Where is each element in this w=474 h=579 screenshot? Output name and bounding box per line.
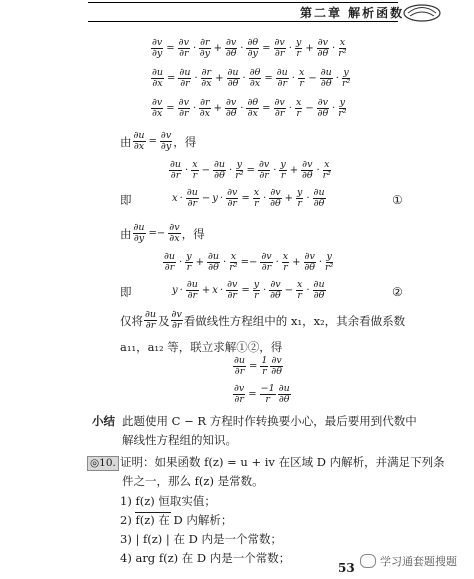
condition-item-1: 1) f(z) 恒取实值；	[120, 494, 216, 508]
watermark-text: 学习通套题搜题	[380, 555, 457, 568]
conjugate-overline	[135, 512, 171, 513]
eq-1: x · ∂u ∂r − y · $\frac{\partial v}{\partial r}$ = $\frac{x}{r}$ · ∂v ∂θ + $\frac{y}{r}$ · ∂u ∂θ	[172, 187, 325, 209]
summary-line-2: 解线性方程组的知识。	[122, 433, 237, 447]
result-dv-dr: $\frac{\partial v}{\partial r}$ = $\frac{-1}{r}$ ∂u ∂θ	[234, 383, 290, 405]
eq-substitution-1: ∂u ∂r · x r − $\frac{\partial u}{\partial\theta}$ · $\frac{y}{\text{r²}}$ = $\frac{\partial v}{\partial r}$ · y r + $\frac{\partial v}{\partial\theta}$ · x r²	[170, 159, 331, 181]
chapter-header: 第二章 解析函数	[300, 6, 405, 20]
cr-condition-1: 由 $\frac{\partial u}{\partial x}$ = $\frac{\partial v}{\partial y}$ ，得	[120, 130, 197, 152]
summary-label: 小结	[92, 414, 115, 428]
eq-substitution-2: ∂u ∂r · y r + $\frac{\partial u}{\partial\theta}$ · $\frac{x}{\text{r²}}$ =− $\frac{\partial v}{\partial r}$ · x r + $\frac{\partial v}{\partial\theta}$ · y r²	[164, 251, 334, 273]
watermark	[360, 553, 457, 569]
cr-condition-2: 由 $\frac{\partial u}{\partial y}$ =− $\frac{\partial v}{\partial x}$ ，得	[120, 222, 205, 244]
equation-marker-1: ①	[392, 193, 403, 207]
eq-du-dx: $\frac{\partial u}{\partial x}$ = $\frac{\partial u}{\partial r}$ · ∂r ∂x + $\frac{\partial u}{\partial\theta}$ · $\frac{\partial\theta}{\partial x}$ = $\frac{\partial u}{\partial r}$ · x r − $\frac{\partial u}{\partial\theta}$ · y r²	[152, 67, 351, 89]
result-du-dr: $\frac{\partial u}{\partial r}$ = $\frac{1}{r}$ ∂v ∂θ	[234, 355, 282, 377]
eq-2: y · ∂u ∂r + x · $\frac{\partial v}{\partial r}$ = $\frac{y}{r}$ · ∂v ∂θ − $\frac{x}{r}$ · ∂u ∂θ	[172, 279, 325, 301]
equation-marker-2: ②	[392, 285, 403, 299]
header-rule-top	[88, 2, 398, 3]
question-number-tag: ◎10.	[87, 455, 119, 471]
eq-dv-dx: $\frac{\partial v}{\partial x}$ = $\frac{\partial v}{\partial r}$ · ∂r ∂x + $\frac{\partial v}{\partial\theta}$ · $\frac{\partial\theta}{\partial x}$ = $\frac{\partial v}{\partial r}$ · x r − $\frac{\partial v}{\partial\theta}$ · y r²	[152, 97, 347, 119]
question-line-1: 证明：如果函数 f(z) = u + iv 在区域 D 内解析，并满足下列条	[120, 455, 445, 469]
page-number: 53	[338, 561, 355, 575]
header-rule-bottom	[88, 21, 398, 22]
condition-item-2: 2) f(z) 在 D 内解析；	[120, 513, 233, 527]
condition-item-3: 3) | f(z) | 在 D 内是一个常数；	[120, 532, 282, 546]
label-ji-2: 即	[120, 285, 132, 299]
label-ji-1: 即	[120, 193, 132, 207]
summary-line-1: 此题使用 C − R 方程时作转换要小心，最后要用到代数中	[122, 414, 417, 428]
condition-item-4: 4) arg f(z) 在 D 内是一个常数；	[120, 551, 291, 565]
chat-bubble-icon	[360, 554, 376, 568]
question-line-2: 件之一，那么 f(z) 是常数。	[122, 474, 264, 488]
eq-dv-dy: $\frac{\partial v}{\partial y}$ = $\frac{\partial v}{\partial r}$ · ∂r ∂y + $\frac{\partial v}{\partial\theta}$ · $\frac{\partial\theta}{\partial y}$ = $\frac{\partial v}{\partial r}$ · y r + $\frac{\partial v}{\partial\theta}$ · x r²	[152, 37, 347, 59]
note-line-1: 仅将 ∂u ∂r 及 ∂v ∂r 看做线性方程组中的 x₁，x₂，其余看做系数	[120, 309, 406, 331]
note-line-2: a₁₁，a₁₂ 等，联立求解①②，得	[120, 340, 283, 354]
book-logo-icon	[400, 0, 444, 26]
